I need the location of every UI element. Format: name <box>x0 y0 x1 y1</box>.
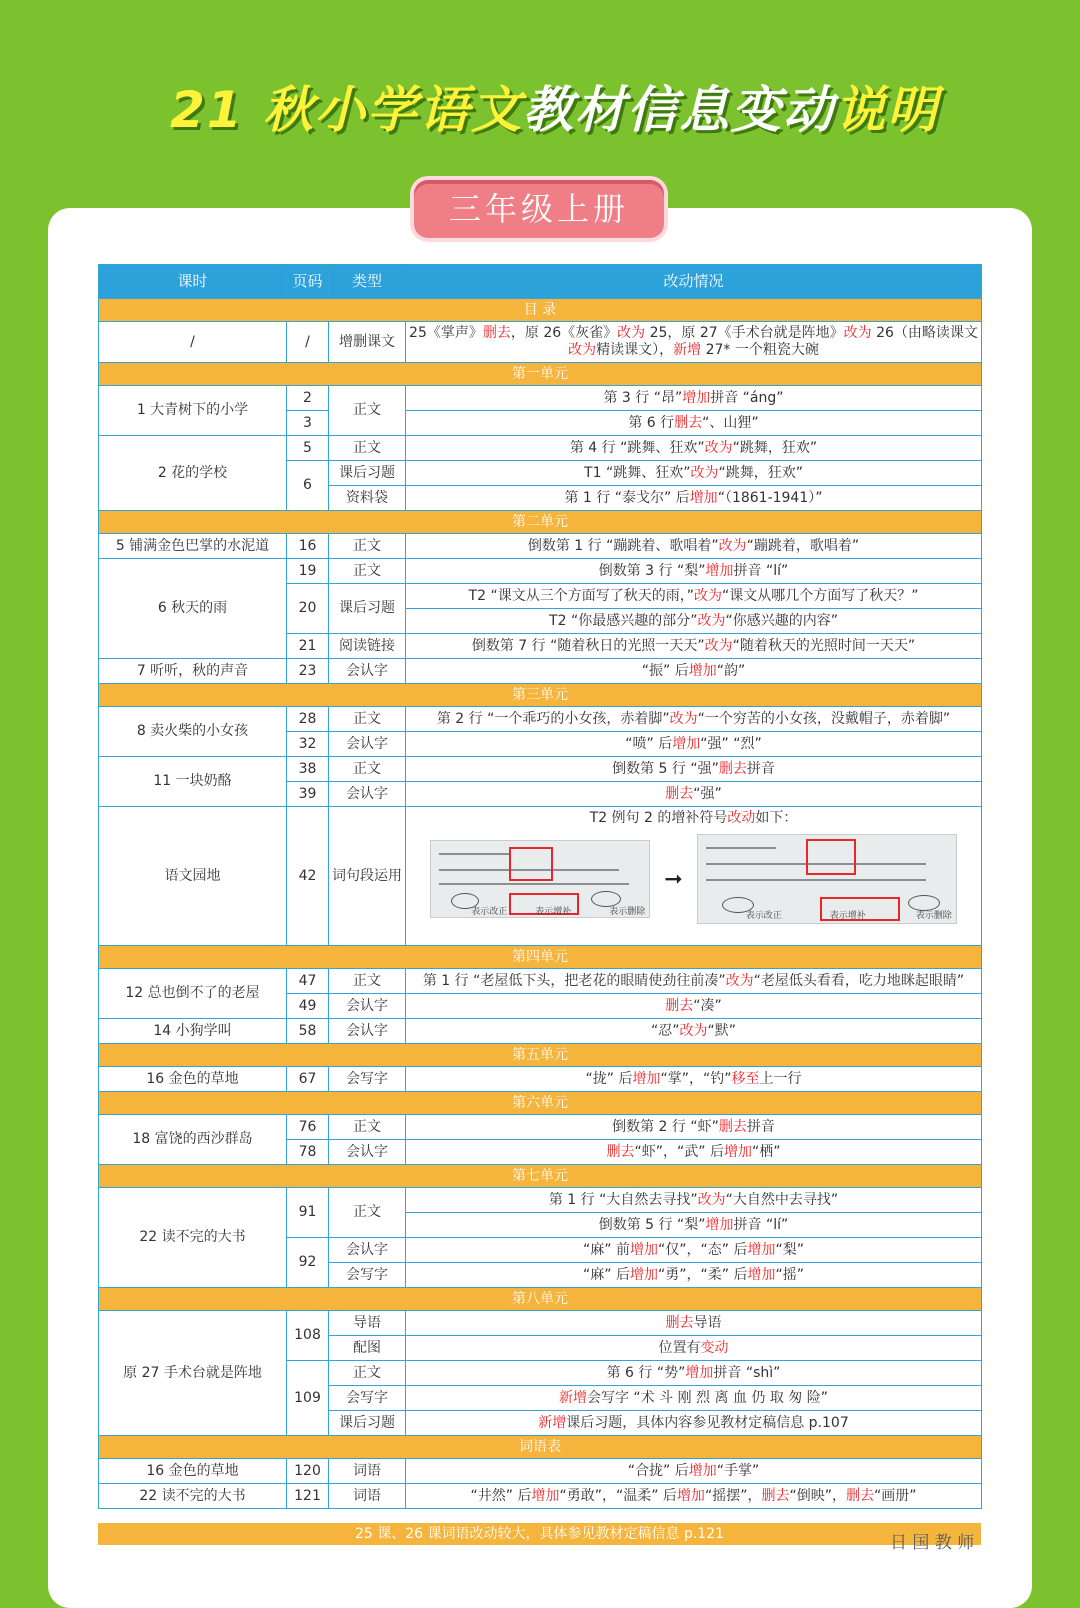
page-cell: 38 <box>287 757 329 782</box>
lesson-cell: 22 读不完的大书 <box>99 1484 287 1509</box>
header-type: 类型 <box>329 265 406 299</box>
section-label: 第八单元 <box>99 1288 982 1311</box>
change-cell: T2 “你最感兴趣的部分”改为“你感兴趣的内容” <box>406 609 982 634</box>
footer-note: 25 课、26 课词语改动较大，具体参见教材定稿信息 p.121 <box>98 1523 981 1545</box>
type-cell: 会认字 <box>329 994 406 1019</box>
page-cell: 39 <box>287 782 329 807</box>
change-cell: 倒数第 3 行 “梨”增加拼音 “lí” <box>406 559 982 584</box>
change-cell: 第 6 行删去“、山狸” <box>406 411 982 436</box>
header-lesson: 课时 <box>99 265 287 299</box>
table-row <box>99 1484 982 1509</box>
figure-label: 表示增补 <box>829 911 866 921</box>
revision-figure <box>408 830 979 924</box>
change-cell: 倒数第 1 行 “蹦跳着、歌唱着”改为“蹦跳着，歌唱着” <box>406 534 982 559</box>
change-cell: 倒数第 5 行 “强”删去拼音 <box>406 757 982 782</box>
change-cell: “麻” 后增加“勇”，“柔” 后增加“摇” <box>406 1263 982 1288</box>
table-row <box>99 707 982 732</box>
type-cell: 正文 <box>329 534 406 559</box>
title-part-3: 说明 <box>835 81 939 139</box>
type-cell: 会写字 <box>329 1386 406 1411</box>
page-cell: 2 <box>287 386 329 411</box>
change-cell: 倒数第 2 行 “虾”删去拼音 <box>406 1115 982 1140</box>
change-cell: “井然” 后增加“勇敢”，“温柔” 后增加“摇摆”，删去“倒映”，删去“画册” <box>406 1484 982 1509</box>
page-cell: 120 <box>287 1459 329 1484</box>
page-cell: 58 <box>287 1019 329 1044</box>
change-cell: 倒数第 5 行 “梨”增加拼音 “lí” <box>406 1213 982 1238</box>
page-cell: 3 <box>287 411 329 436</box>
page-cell: 47 <box>287 969 329 994</box>
table-row <box>99 1067 982 1092</box>
page-cell: 92 <box>287 1238 329 1288</box>
page-title <box>170 70 1030 150</box>
type-cell: 课后习题 <box>329 461 406 486</box>
section-row-u6 <box>99 1092 982 1115</box>
type-cell: 正文 <box>329 559 406 584</box>
type-cell: 正文 <box>329 707 406 732</box>
table-row <box>99 534 982 559</box>
page-cell: 76 <box>287 1115 329 1140</box>
type-cell: 正文 <box>329 436 406 461</box>
lesson-cell: / <box>99 322 287 363</box>
table-row <box>99 1311 982 1336</box>
changes-table <box>98 264 982 1509</box>
table-row <box>99 1019 982 1044</box>
lesson-cell: 11 一块奶酪 <box>99 757 287 807</box>
page-cell: 32 <box>287 732 329 757</box>
page-cell: 28 <box>287 707 329 732</box>
change-cell: “振” 后增加“韵” <box>406 659 982 684</box>
page-cell: 121 <box>287 1484 329 1509</box>
page-cell: 109 <box>287 1361 329 1436</box>
change-cell: 第 1 行 “泰戈尔” 后增加“（1861-1941）” <box>406 486 982 511</box>
figure-label: 表示改正 <box>745 911 782 921</box>
table-row <box>99 436 982 461</box>
section-row-u5 <box>99 1044 982 1067</box>
change-cell: 第 4 行 “跳舞、狂欢”改为“跳舞，狂欢” <box>406 436 982 461</box>
change-cell: 第 3 行 “昂”增加拼音 “áng” <box>406 386 982 411</box>
change-cell: 第 6 行 “势”增加拼音 “shì” <box>406 1361 982 1386</box>
section-row-u2 <box>99 511 982 534</box>
type-cell: 配图 <box>329 1336 406 1361</box>
type-cell: 课后习题 <box>329 584 406 634</box>
section-label: 目 录 <box>99 299 982 322</box>
change-cell: 位置有变动 <box>406 1336 982 1361</box>
lesson-cell: 5 铺满金色巴掌的水泥道 <box>99 534 287 559</box>
change-cell: 倒数第 7 行 “随着秋日的光照一天天”改为“随着秋天的光照时间一天天” <box>406 634 982 659</box>
lesson-cell: 原 27 手术台就是阵地 <box>99 1311 287 1436</box>
change-cell: 25《掌声》删去，原 26《灰雀》改为 25，原 27《手术台就是阵地》改为 26（由略读课文改为精读课文），新增 27* 一个粗瓷大碗 <box>406 322 982 363</box>
lesson-cell: 18 富饶的西沙群岛 <box>99 1115 287 1165</box>
type-cell: 正文 <box>329 1188 406 1238</box>
change-cell: “麻” 前增加“仅”，“态” 后增加“梨” <box>406 1238 982 1263</box>
type-cell: 正文 <box>329 386 406 436</box>
watermark: 日 国 教 师 <box>890 1533 975 1553</box>
table-row <box>99 659 982 684</box>
lesson-cell: 14 小狗学叫 <box>99 1019 287 1044</box>
table-row <box>99 757 982 782</box>
type-cell: 会认字 <box>329 659 406 684</box>
type-cell: 会认字 <box>329 1238 406 1263</box>
page-cell: 108 <box>287 1311 329 1361</box>
lesson-cell: 2 花的学校 <box>99 436 287 511</box>
header-page: 页码 <box>287 265 329 299</box>
type-cell: 正文 <box>329 1115 406 1140</box>
section-row-mulu <box>99 299 982 322</box>
lesson-cell: 6 秋天的雨 <box>99 559 287 659</box>
figure-label: 表示改正 <box>471 907 508 917</box>
figure-label: 表示删除 <box>915 911 952 921</box>
page-cell: / <box>287 322 329 363</box>
section-label: 第二单元 <box>99 511 982 534</box>
type-cell: 会认字 <box>329 1019 406 1044</box>
table-row <box>99 322 982 363</box>
arrow-right-icon: ➞ <box>664 866 683 892</box>
change-cell: 第 1 行 “大自然去寻找”改为“大自然中去寻找” <box>406 1188 982 1213</box>
table-row <box>99 386 982 411</box>
change-cell: 删去“虾”，“武” 后增加“栖” <box>406 1140 982 1165</box>
type-cell: 正文 <box>329 1361 406 1386</box>
table-row <box>99 1459 982 1484</box>
section-label: 词语表 <box>99 1436 982 1459</box>
section-row-u1 <box>99 363 982 386</box>
type-cell: 导语 <box>329 1311 406 1336</box>
section-label: 第三单元 <box>99 684 982 707</box>
section-row-u8 <box>99 1288 982 1311</box>
before-image <box>430 840 650 918</box>
table-row <box>99 807 982 946</box>
header-change: 改动情况 <box>406 265 982 299</box>
change-cell: 删去“凑” <box>406 994 982 1019</box>
change-cell: 新增会写字 “术 斗 刚 烈 离 血 仍 取 匆 险” <box>406 1386 982 1411</box>
lesson-cell: 22 读不完的大书 <box>99 1188 287 1288</box>
table-row <box>99 969 982 994</box>
page-cell: 23 <box>287 659 329 684</box>
page-cell: 78 <box>287 1140 329 1165</box>
change-cell: “喷” 后增加“强” “烈” <box>406 732 982 757</box>
page-cell: 42 <box>287 807 329 946</box>
page-cell: 20 <box>287 584 329 634</box>
after-image <box>697 834 957 924</box>
lesson-cell: 语文园地 <box>99 807 287 946</box>
section-row-u7 <box>99 1165 982 1188</box>
lesson-cell: 16 金色的草地 <box>99 1067 287 1092</box>
lesson-cell: 16 金色的草地 <box>99 1459 287 1484</box>
type-cell: 词句段运用 <box>329 807 406 946</box>
change-cell: 第 1 行 “老屋低下头，把老花的眼睛使劲往前凑”改为“老屋低头看看，吃力地眯起眼睛” <box>406 969 982 994</box>
change-cell: 新增课后习题，具体内容参见教材定稿信息 p.107 <box>406 1411 982 1436</box>
page-cell: 67 <box>287 1067 329 1092</box>
lesson-cell: 12 总也倒不了的老屋 <box>99 969 287 1019</box>
section-label: 第七单元 <box>99 1165 982 1188</box>
type-cell: 词语 <box>329 1459 406 1484</box>
section-row-cyb <box>99 1436 982 1459</box>
change-cell: T2 例句 2 的增补符号改动如下： 表示改正 表示增补 表示删除 ➞ 表示改正 表示增补 表示删除 <box>406 807 982 946</box>
type-cell: 增删课文 <box>329 322 406 363</box>
table-row <box>99 1115 982 1140</box>
change-cell: “拢” 后增加“掌”，“钓”移至上一行 <box>406 1067 982 1092</box>
lesson-cell: 8 卖火柴的小女孩 <box>99 707 287 757</box>
type-cell: 会认字 <box>329 732 406 757</box>
change-cell: 第 2 行 “一个乖巧的小女孩，赤着脚”改为“一个穷苦的小女孩，没戴帽子，赤着脚” <box>406 707 982 732</box>
change-cell: T2 “课文从三个方面写了秋天的雨，”改为“课文从哪几个方面写了秋天？” <box>406 584 982 609</box>
type-cell: 会认字 <box>329 782 406 807</box>
section-label: 第四单元 <box>99 946 982 969</box>
change-cell: “忍”改为“默” <box>406 1019 982 1044</box>
page-cell: 16 <box>287 534 329 559</box>
table-row <box>99 559 982 584</box>
section-label: 第六单元 <box>99 1092 982 1115</box>
page-cell: 6 <box>287 461 329 511</box>
type-cell: 会写字 <box>329 1263 406 1288</box>
type-cell: 会写字 <box>329 1067 406 1092</box>
page-cell: 49 <box>287 994 329 1019</box>
page-cell: 21 <box>287 634 329 659</box>
change-cell: 删去导语 <box>406 1311 982 1336</box>
grade-badge: 三年级上册 <box>414 180 664 238</box>
page-cell: 91 <box>287 1188 329 1238</box>
type-cell: 课后习题 <box>329 1411 406 1436</box>
lesson-cell: 1 大青树下的小学 <box>99 386 287 436</box>
type-cell: 资料袋 <box>329 486 406 511</box>
table-row <box>99 1188 982 1213</box>
page-cell: 19 <box>287 559 329 584</box>
lesson-cell: 7 听听，秋的声音 <box>99 659 287 684</box>
title-part-1: 21 秋小学语文 <box>170 81 523 139</box>
change-cell: “合拢” 后增加“手掌” <box>406 1459 982 1484</box>
section-row-u3 <box>99 684 982 707</box>
figure-label: 表示增补 <box>535 907 572 917</box>
type-cell: 词语 <box>329 1484 406 1509</box>
section-label: 第五单元 <box>99 1044 982 1067</box>
title-part-2: 教材信息变动 <box>523 81 835 139</box>
section-label: 第一单元 <box>99 363 982 386</box>
type-cell: 阅读链接 <box>329 634 406 659</box>
change-cell: 删去“强” <box>406 782 982 807</box>
page-cell: 5 <box>287 436 329 461</box>
type-cell: 正文 <box>329 757 406 782</box>
change-cell: T1 “跳舞、狂欢”改为“跳舞，狂欢” <box>406 461 982 486</box>
section-row-u4 <box>99 946 982 969</box>
type-cell: 会认字 <box>329 1140 406 1165</box>
figure-label: 表示删除 <box>609 907 646 917</box>
type-cell: 正文 <box>329 969 406 994</box>
table-header-row <box>99 265 982 299</box>
